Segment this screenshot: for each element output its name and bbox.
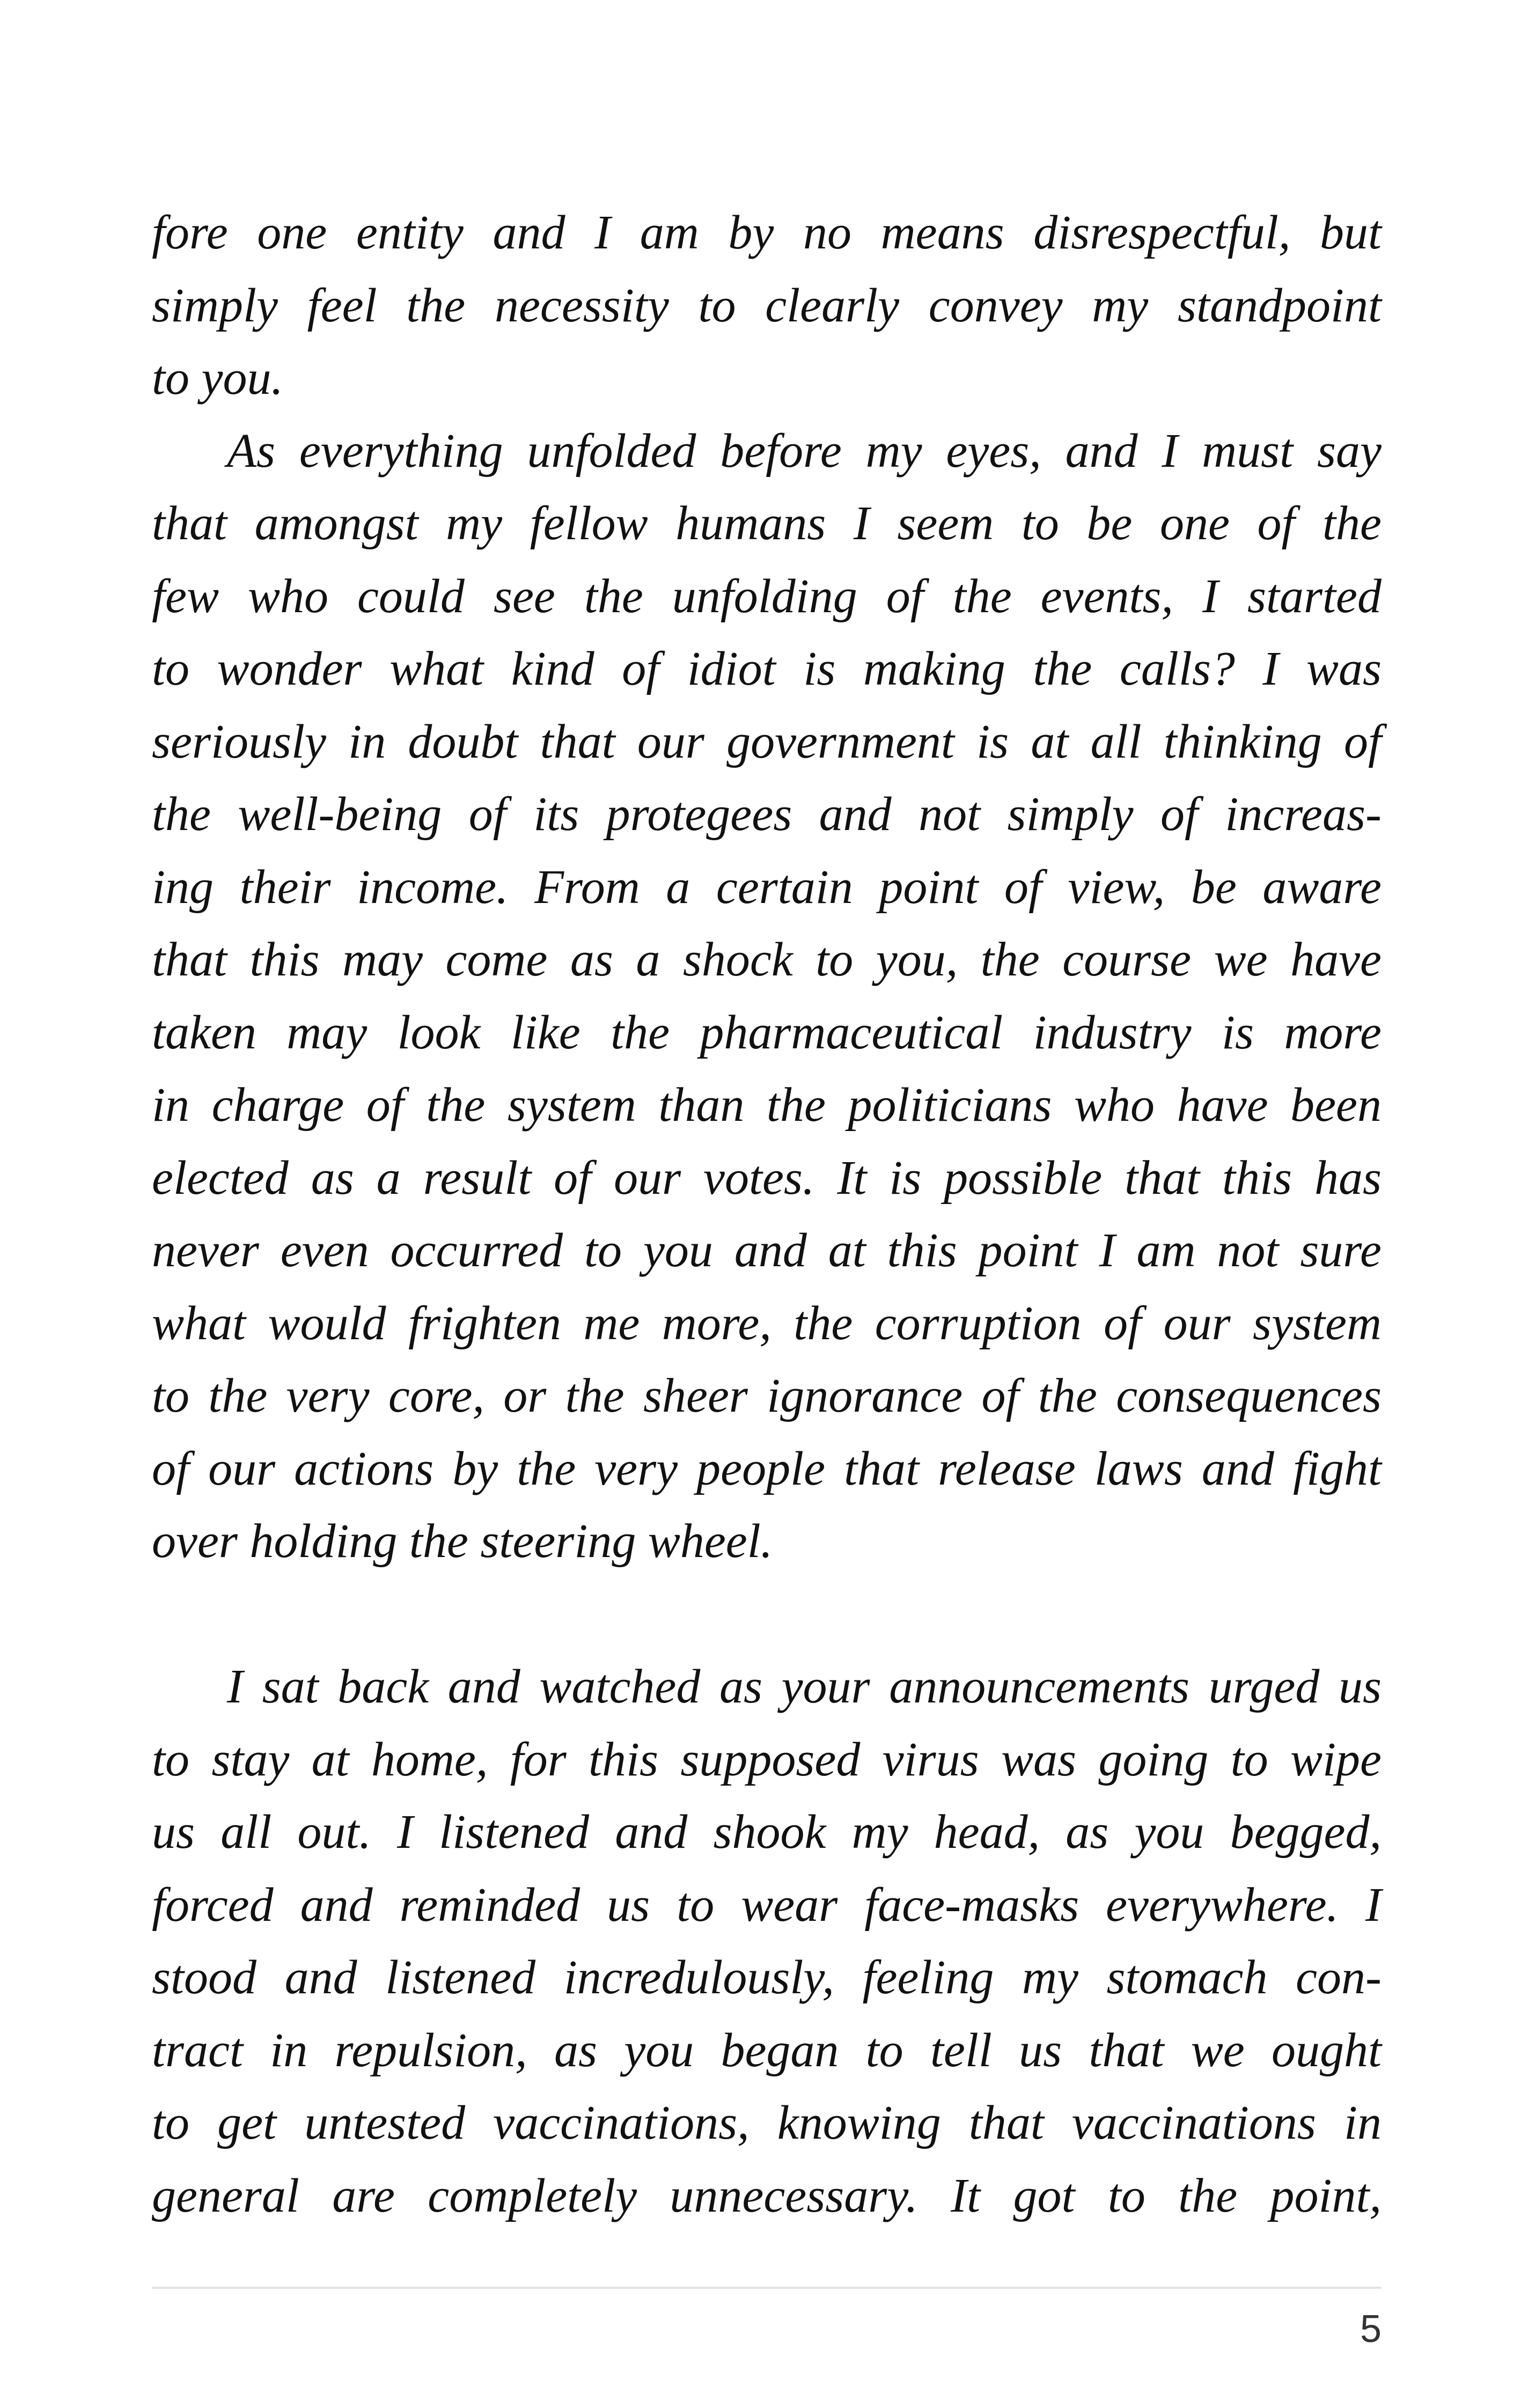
text-line: stood and listened incredulously, feeling my stomach con-	[152, 1951, 1382, 2004]
text-line: to you.	[152, 351, 283, 405]
text-line: general are completely unnecessary. It got to the point,	[152, 2169, 1382, 2222]
text-line: us all out. I listened and shook my head, as you begged,	[152, 1805, 1382, 1859]
text-line: forced and reminded us to wear face-masks everywhere. I	[152, 1878, 1382, 1932]
text-line: fore one entity and I am by no means disrespectful, but	[152, 206, 1382, 259]
footer-divider	[152, 2287, 1382, 2289]
paragraph	[152, 1650, 1382, 2232]
text-line: tract in repulsion, as you began to tell us that we ought	[152, 2023, 1382, 2077]
text-line: I sat back and watched as your announcements urged us	[227, 1660, 1382, 1713]
text-line: ing their income. From a certain point of view, be aware	[152, 860, 1382, 914]
text-line: simply feel the necessity to clearly convey my standpoint	[152, 278, 1382, 332]
text-line: what would frighten me more, the corruption of our system	[152, 1296, 1382, 1350]
text-line: in charge of the system than the politicians who have been	[152, 1078, 1382, 1132]
text-line: of our actions by the very people that release laws and fight	[152, 1442, 1382, 1495]
text-line: that amongst my fellow humans I seem to be one of the	[152, 497, 1382, 550]
paragraph	[152, 415, 1382, 1578]
text-line: taken may look like the pharmaceutical industry is more	[152, 1005, 1382, 1059]
paragraph	[152, 196, 1382, 415]
text-line: to the very core, or the sheer ignorance of the consequences	[152, 1369, 1382, 1422]
text-line: the well-being of its protegees and not simply of increas-	[152, 788, 1382, 841]
text-line: over holding the steering wheel.	[152, 1515, 773, 1568]
paragraph-gap	[152, 1578, 1382, 1651]
page-number: 5	[1360, 2308, 1382, 2351]
text-line: that this may come as a shock to you, the course we have	[152, 933, 1382, 986]
text-line: few who could see the unfolding of the events, I started	[152, 569, 1382, 623]
text-line: to get untested vaccinations, knowing that vaccinations in	[152, 2096, 1382, 2149]
text-line: elected as a result of our votes. It is possible that this has	[152, 1151, 1382, 1205]
text-line: As everything unfolded before my eyes, and I must say	[227, 424, 1382, 478]
text-line: never even occurred to you and at this point I am not sure	[152, 1224, 1382, 1277]
text-line: to wonder what kind of idiot is making the calls? I was	[152, 642, 1382, 695]
text-line: seriously in doubt that our government is at all thinking of	[152, 715, 1382, 768]
body-text	[152, 196, 1382, 2232]
text-line: to stay at home, for this supposed virus was going to wipe	[152, 1732, 1382, 1786]
